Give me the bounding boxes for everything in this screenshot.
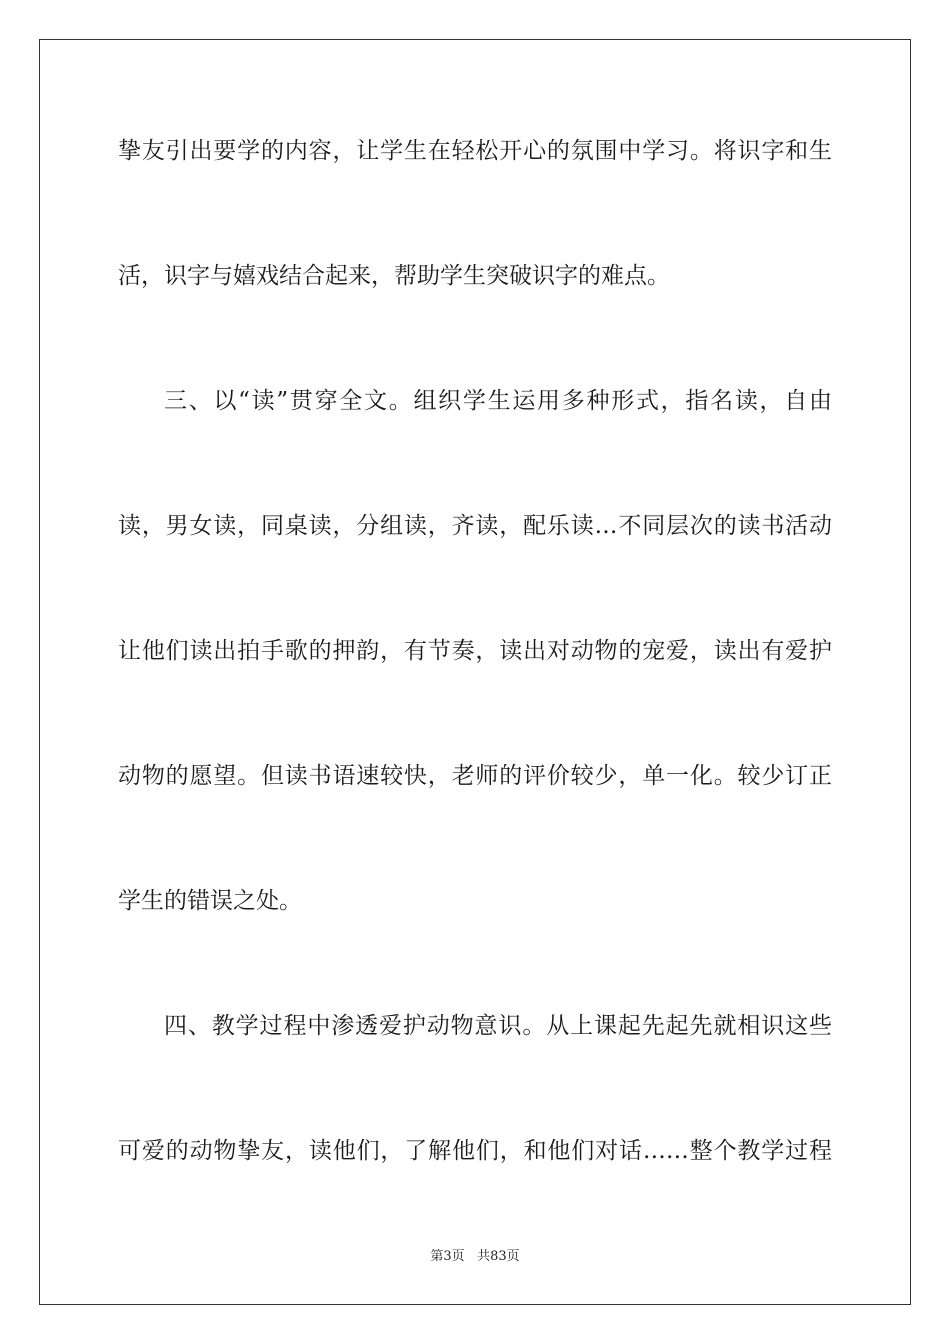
paragraph-line: 让他们读出拍手歌的押韵，有节奏，读出对动物的宠爱，读出有爱护 (118, 638, 832, 664)
paragraph-line: 动物的愿望。但读书语速较快，老师的评价较少，单一化。较少订正 (118, 763, 832, 789)
page-footer (0, 1248, 950, 1266)
paragraph-line: 三、以“读”贯穿全文。组织学生运用多种形式，指名读，自由 (164, 388, 832, 414)
paragraph-line: 挚友引出要学的内容，让学生在轻松开心的氛围中学习。将识字和生 (118, 138, 832, 164)
paragraph-line: 读，男女读，同桌读，分组读，齐读，配乐读…不同层次的读书活动 (118, 513, 832, 539)
page-number: 第3页 (430, 1249, 465, 1264)
paragraph-line: 可爱的动物挚友，读他们，了解他们，和他们对话……整个教学过程 (118, 1138, 832, 1164)
paragraph-line: 四、教学过程中渗透爱护动物意识。从上课起先起先就相识这些 (164, 1013, 832, 1039)
page-border (39, 39, 911, 1305)
page-total: 共83页 (477, 1249, 520, 1264)
paragraph-line: 学生的错误之处。 (118, 888, 302, 914)
paragraph-line: 活，识字与嬉戏结合起来，帮助学生突破识字的难点。 (118, 263, 670, 289)
